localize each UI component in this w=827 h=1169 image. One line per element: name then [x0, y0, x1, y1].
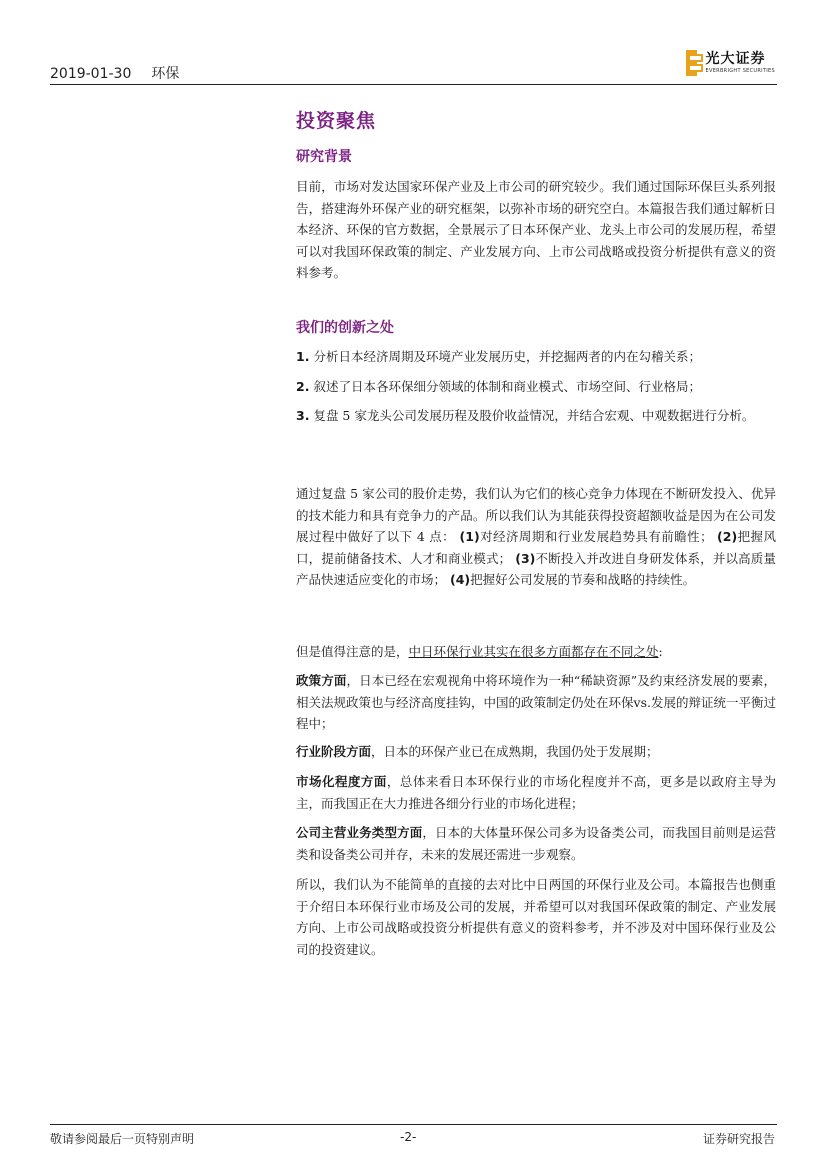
differences-intro: [296, 641, 776, 663]
difference-text: ，日本已经在宏观视角中将环境作为一种“稀缺资源”及约束经济发展的要素，相关法规政策也与经济高度挂钩，中国的政策制定仍处在环保vs.发展的辩证统一平衡过程中；: [296, 673, 776, 731]
innovation-item-text: 叙述了日本各环保细分领域的体制和商业模式、市场空间、行业格局；: [313, 379, 701, 394]
point-text: 把握风口，提前储备技术、人才和商业模式；: [296, 529, 776, 566]
section-title: 投资聚焦: [296, 110, 377, 132]
difference-label: 行业阶段方面: [296, 744, 372, 759]
logo-name-cn: 光大证券: [705, 51, 766, 67]
difference-text: ，总体来看日本环保行业的市场化程度并不高，更多是以政府主导为主，而我国正在大力推进各细分行业的市场化进程；: [296, 774, 776, 811]
conclusion-intro: 通过复盘 5 家公司的股价走势，我们认为它们的核心竞争力体现在不断研发投入、优异的技术能力和具有竞争力的产品。所以我们认为其能获得投资超额收益是因为在公司发展过程中做好了以下 4 点：: [296, 486, 776, 544]
header-divider: [50, 84, 777, 85]
point-number: (3): [515, 550, 536, 566]
difference-text: ，日本的大体量环保公司多为设备类公司，而我国目前则是运营类和设备类公司并存，未来的发展还需进一步观察。: [296, 825, 776, 862]
conclusion-paragraph: [296, 483, 776, 591]
innovation-item-number: 2.: [296, 379, 310, 394]
difference-item: [296, 670, 776, 735]
header-info: [50, 63, 179, 83]
difference-label: 公司主营业务类型方面: [296, 825, 423, 840]
logo-mark-icon: [686, 50, 703, 76]
innovation-item: [296, 376, 776, 398]
differences-intro-end: :: [658, 644, 663, 659]
innovation-item: [296, 346, 776, 368]
point-number: (4): [450, 572, 471, 587]
footer-divider: [50, 1124, 777, 1125]
logo-name-en: EVERBRIGHT SECURITIES: [705, 68, 775, 74]
page-number: -2-: [400, 1130, 417, 1144]
company-logo: [686, 50, 775, 76]
difference-item: [296, 771, 776, 814]
footer-disclaimer: 敬请参阅最后一页特别声明: [50, 1132, 195, 1146]
difference-item: [296, 822, 776, 865]
difference-item: [296, 741, 776, 763]
footer-report-type: 证券研究报告: [702, 1132, 775, 1146]
closing-paragraph: 所以，我们认为不能简单的直接的去对比中日两国的环保行业及公司。本篇报告也侧重于介绍日本环保行业市场及公司的发展，并希望可以对我国环保政策的制定、产业发展方向、上市公司战略或投资分析提供有意义的资料参考，并不涉及对中国环保行业及公司的投资建议。: [296, 877, 776, 957]
background-paragraph: 目前，市场对发达国家环保产业及上市公司的研究较少。我们通过国际环保巨头系列报告，搭建海外环保产业的研究框架，以弥补市场的研究空白。本篇报告我们通过解析日本经济、环保的官方数据，全景展示了日本环保产业、龙头上市公司的发展历程，希望可以对我国环保政策的制定、产业发展方向、上市公司战略或投资分析提供有意义的资料参考。: [296, 179, 776, 280]
point-text: 不断投入并改进自身研发体系，并以高质量产品快速适应变化的市场；: [296, 550, 776, 587]
innovation-item-number: 1.: [296, 349, 310, 364]
innovation-heading: 我们的创新之处: [296, 320, 394, 336]
point-text: 对经济周期和行业发展趋势具有前瞻性；: [479, 529, 713, 544]
innovation-item-number: 3.: [296, 408, 310, 423]
difference-label: 政策方面: [296, 673, 347, 688]
point-number: (1): [459, 529, 480, 544]
report-date: 2019-01-30: [50, 66, 132, 82]
point-number: (2): [717, 529, 738, 544]
industry-label: 环保: [151, 66, 180, 82]
innovation-item-text: 分析日本经济周期及环境产业发展历史，并挖掘两者的内在勾稽关系；: [313, 349, 701, 364]
differences-intro-underlined: 中日环保行业其实在很多方面都存在不同之处: [408, 644, 659, 659]
difference-text: ，日本的环保产业已在成熟期，我国仍处于发展期；: [371, 744, 659, 759]
difference-label: 市场化程度方面: [296, 774, 387, 789]
point-text: 把握好公司发展的节奏和战略的持续性。: [470, 572, 696, 587]
background-heading: 研究背景: [296, 149, 352, 165]
innovation-item: [296, 405, 776, 427]
innovation-item-text: 复盘 5 家龙头公司发展历程及股价收益情况，并结合宏观、中观数据进行分析。: [313, 408, 755, 423]
differences-intro-text: 但是值得注意的是，: [296, 644, 409, 659]
